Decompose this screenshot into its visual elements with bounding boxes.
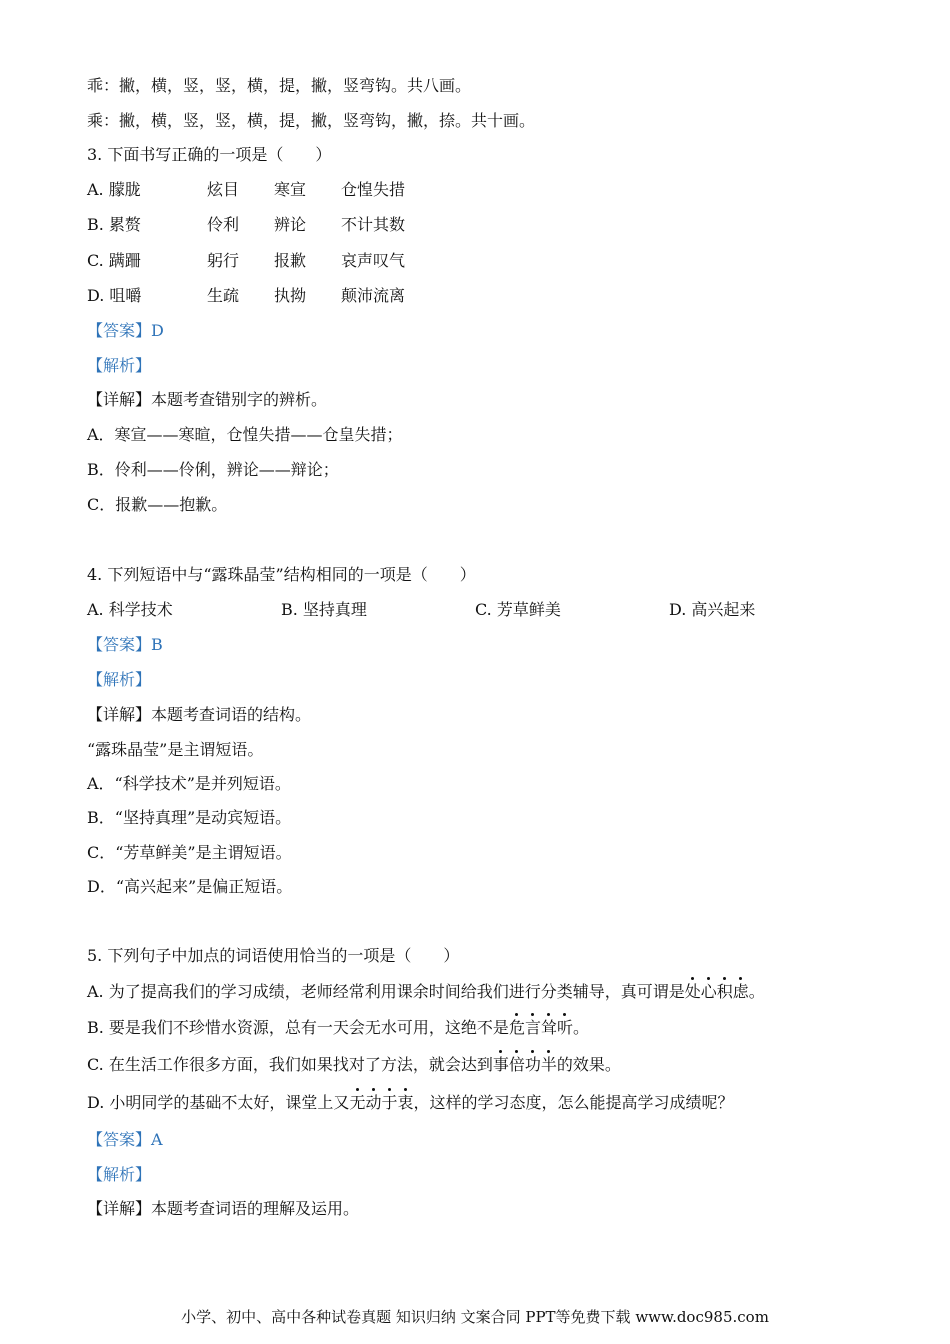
q3-option-label: D. 咀嚼: [87, 286, 142, 305]
q3-option-word: 报歉: [274, 251, 307, 270]
q3-analysis-tag: 【解析】: [87, 356, 152, 375]
q5-option-text: 。: [573, 1018, 590, 1037]
dotted-char: 半: [540, 1055, 557, 1074]
q4-note: D．“高兴起来”是偏正短语。: [87, 877, 293, 896]
q5-option-text: D. 小明同学的基础不太好，课堂上又: [87, 1093, 350, 1112]
dotted-char: 功: [524, 1055, 541, 1074]
dotted-char: 危: [508, 1018, 525, 1037]
q4-option-d: D. 高兴起来: [669, 600, 756, 619]
dotted-char: 衷: [397, 1093, 414, 1112]
q3-option-word: 颠沛流离: [341, 286, 406, 305]
dotted-char: 事: [492, 1055, 509, 1074]
dotted-char: 心: [700, 982, 717, 1001]
q3-answer-tag: 【答案】D: [87, 321, 164, 340]
q5-analysis-tag: 【解析】: [87, 1165, 152, 1184]
page-footer: 小学、初中、高中各种试卷真题 知识归纳 文案合同 PPT等免费下载 www.doc985.com: [181, 1308, 769, 1326]
q3-option-label: B. 累赘: [87, 215, 141, 234]
q5-option-text: ，这样的学习态度，怎么能提高学习成绩呢？: [413, 1093, 734, 1112]
q5-option-text: C. 在生活工作很多方面，我们如果找对了方法，就会达到: [87, 1055, 493, 1074]
q4-option-c: C. 芳草鲜美: [475, 600, 561, 619]
dotted-char: 言: [524, 1018, 541, 1037]
q3-stem: 3. 下面书写正确的一项是（ ）: [87, 145, 332, 164]
q3-note: B．伶利——伶俐，辨论——辩论；: [87, 460, 339, 479]
q3-option-word: 哀声叹气: [341, 251, 406, 270]
q4-note: “露珠晶莹”是主谓短语。: [87, 740, 264, 759]
q4-option-b: B. 坚持真理: [281, 600, 367, 619]
q3-option-word: 生疏: [207, 286, 240, 305]
q4-stem: 4. 下列短语中与“露珠晶莹”结构相同的一项是（ ）: [87, 565, 476, 584]
q5-option-text: B. 要是我们不珍惜水资源，总有一天会无水可用，这绝不是: [87, 1018, 509, 1037]
dotted-char: 虑: [732, 982, 749, 1001]
q3-detail: 【详解】本题考查错别字的辨析。: [87, 390, 328, 409]
stroke-line-cheng: 乘：撇，横，竖，竖，横，提，撇，竖弯钩，撇，捺。共十画。: [87, 111, 536, 130]
dotted-char: 动: [365, 1093, 382, 1112]
q4-note: B．“坚持真理”是动宾短语。: [87, 808, 292, 827]
q4-answer-tag: 【答案】B: [87, 635, 163, 654]
dotted-char: 倍: [508, 1055, 525, 1074]
q5-option-b: [87, 1018, 589, 1038]
q3-option-word: 不计其数: [341, 215, 406, 234]
q4-option-a: A. 科学技术: [87, 600, 173, 619]
q4-detail: 【详解】本题考查词语的结构。: [87, 705, 312, 724]
dotted-char: 听: [556, 1018, 573, 1037]
q4-analysis-tag: 【解析】: [87, 670, 152, 689]
stroke-line-guai: 乖：撇，横，竖，竖，横，提，撇，竖弯钩。共八画。: [87, 76, 472, 95]
q5-answer-tag: 【答案】A: [87, 1130, 163, 1149]
q5-option-text: 的效果。: [556, 1055, 621, 1074]
q3-option-word: 炫目: [207, 180, 240, 199]
q4-note: C．“芳草鲜美”是主谓短语。: [87, 843, 292, 862]
q5-option-text: A. 为了提高我们的学习成绩，老师经常利用课余时间给我们进行分类辅导，真可谓是: [87, 982, 685, 1001]
dotted-char: 于: [381, 1093, 398, 1112]
q3-option-label: C. 蹒跚: [87, 251, 141, 270]
q5-option-d: [87, 1093, 734, 1113]
dotted-char: 耸: [540, 1018, 557, 1037]
q3-note: A．寒宣——寒暄，仓惶失措——仓皇失措；: [87, 425, 403, 444]
q3-option-word: 寒宣: [274, 180, 307, 199]
q5-option-a: [87, 982, 765, 1002]
q3-option-word: 执拗: [274, 286, 307, 305]
q3-option-label: A. 朦胧: [87, 180, 141, 199]
q3-option-word: 仓惶失措: [341, 180, 406, 199]
q3-option-word: 辨论: [274, 215, 307, 234]
q3-option-word: 躬行: [207, 251, 240, 270]
q3-option-word: 伶利: [207, 215, 240, 234]
q3-note: C．报歉——抱歉。: [87, 495, 228, 514]
dotted-char: 无: [349, 1093, 366, 1112]
q5-option-c: [87, 1055, 621, 1075]
q5-option-text: 。: [748, 982, 765, 1001]
q5-stem: 5. 下列句子中加点的词语使用恰当的一项是（ ）: [87, 946, 460, 965]
q4-note: A．“科学技术”是并列短语。: [87, 774, 291, 793]
q5-detail: 【详解】本题考查词语的理解及运用。: [87, 1199, 360, 1218]
dotted-char: 积: [716, 982, 733, 1001]
dotted-char: 处: [684, 982, 701, 1001]
